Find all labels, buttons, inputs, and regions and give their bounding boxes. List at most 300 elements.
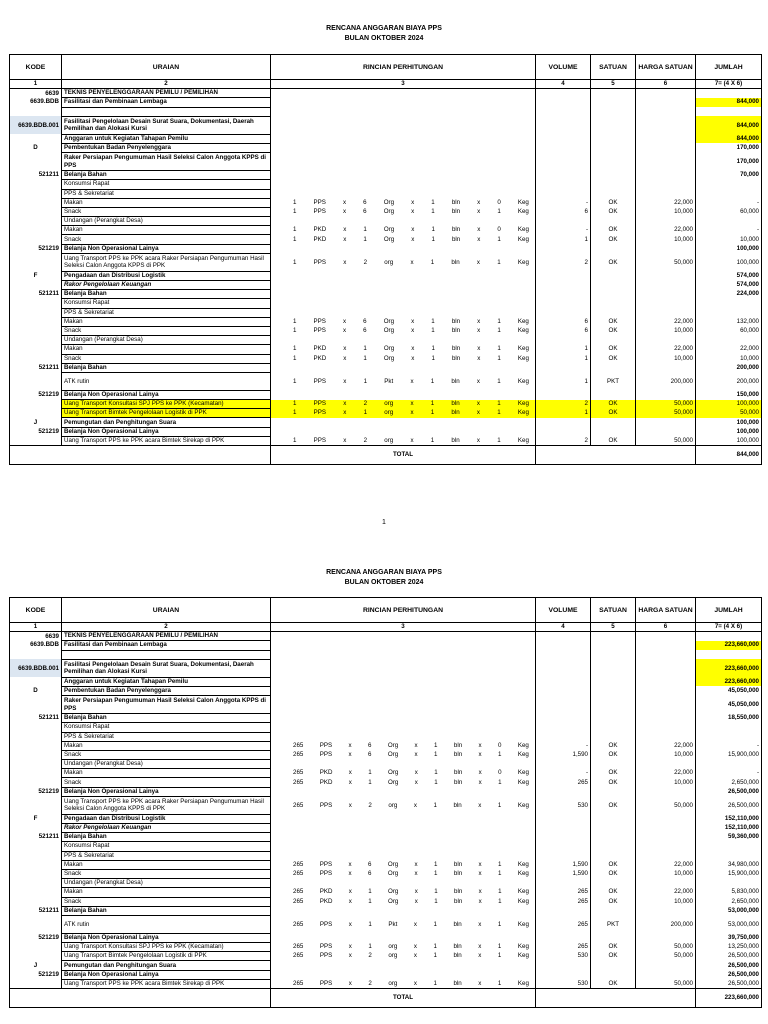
budget-row — [10, 189, 762, 198]
budget-row — [10, 632, 762, 641]
calc-term: 1 — [498, 778, 502, 786]
calc-term: Keg — [517, 235, 529, 243]
volume-cell — [536, 271, 591, 280]
uraian-cell — [62, 107, 271, 116]
jumlah-cell: 200,000 — [696, 372, 762, 390]
rincian-calculation — [273, 378, 533, 385]
calc-term: Keg — [517, 317, 529, 325]
rincian-calculation — [273, 779, 533, 787]
calc-term: x — [348, 750, 352, 758]
budget-row — [10, 253, 762, 271]
harga-cell — [636, 418, 696, 427]
satuan-cell — [591, 787, 636, 796]
satuan-cell: OK — [591, 943, 636, 952]
uraian-cell: Belanja Bahan — [62, 714, 271, 723]
calc-term: 6 — [367, 870, 372, 878]
calc-term: x — [348, 888, 352, 896]
volume-cell — [536, 143, 591, 152]
sheet-subtitle: BULAN OKTOBER 2024 — [344, 35, 424, 42]
calc-term: PPS — [313, 377, 327, 385]
jumlah-cell: 170,000 — [696, 143, 762, 152]
uraian-cell: Belanja Non Operasional Lainya — [62, 244, 271, 253]
calc-term: 6 — [367, 741, 372, 749]
harga-cell: 50,000 — [636, 436, 696, 445]
calc-term: 1 — [368, 888, 372, 896]
calc-term: bln — [451, 317, 461, 325]
column-header-4: VOLUME — [536, 55, 591, 80]
calc-term: org — [388, 943, 398, 951]
harga-cell — [636, 632, 696, 641]
calc-term: x — [477, 198, 481, 206]
budget-row — [10, 778, 762, 787]
calc-term: 1 — [363, 377, 368, 385]
harga-cell — [636, 851, 696, 860]
calc-term: Keg — [517, 436, 529, 444]
uraian-cell: TEKNIS PENYELENGGARAAN PEMILU / PEMILIHAN — [62, 89, 271, 98]
budget-row — [10, 769, 762, 778]
budget-row — [10, 235, 762, 244]
uraian-cell: Uang Transport Bimtek Pengelolaan Logistik di PPK — [62, 409, 271, 418]
rincian-cell — [271, 326, 536, 335]
jumlah-cell — [696, 842, 762, 851]
satuan-cell — [591, 143, 636, 152]
calc-term: 1 — [431, 345, 435, 353]
rincian-cell — [271, 632, 536, 641]
jumlah-cell: 100,000 — [696, 418, 762, 427]
calc-term: 1 — [293, 198, 297, 206]
harga-cell: 50,000 — [636, 796, 696, 814]
budget-table — [9, 597, 762, 1008]
budget-row — [10, 427, 762, 436]
calc-term: 265 — [293, 769, 304, 777]
calc-term: Org — [383, 345, 395, 353]
calc-term: x — [343, 400, 347, 408]
calc-term: PPS — [313, 400, 327, 408]
calc-term: 2 — [363, 436, 368, 444]
calc-term: bln — [454, 888, 463, 896]
calc-term: Keg — [517, 377, 529, 385]
harga-cell — [636, 714, 696, 723]
budget-row — [10, 970, 762, 979]
satuan-cell — [591, 961, 636, 970]
calc-term: Keg — [517, 979, 529, 987]
rincian-calculation — [273, 802, 533, 809]
satuan-cell — [591, 714, 636, 723]
calc-term: PPS — [313, 327, 326, 335]
kode-cell: F — [10, 271, 62, 280]
rincian-cell — [271, 979, 536, 988]
uraian-cell: Makan — [62, 741, 271, 750]
calc-term: 2 — [363, 400, 368, 408]
calc-term: org — [384, 409, 394, 417]
jumlah-cell — [696, 732, 762, 741]
uraian-cell: Undangan (Perangkat Desa) — [62, 760, 271, 769]
jumlah-cell: 223,660,000 — [696, 677, 762, 686]
calc-term: org — [384, 400, 394, 408]
harga-cell — [636, 89, 696, 98]
jumlah-cell: - — [696, 741, 762, 750]
volume-cell — [536, 851, 591, 860]
calc-term: Org — [383, 198, 395, 206]
volume-cell — [536, 134, 591, 143]
volume-cell: - — [536, 741, 591, 750]
calc-term: org — [388, 952, 398, 960]
rincian-cell — [271, 851, 536, 860]
kode-cell: D — [10, 686, 62, 695]
uraian-cell: Raker Persiapan Pengumuman Hasil Seleksi Calon Anggota KPPS di PPS — [62, 696, 271, 714]
jumlah-cell — [696, 879, 762, 888]
kode-cell — [10, 235, 62, 244]
header-row — [10, 598, 762, 623]
sheet-title: RENCANA ANGGARAN BIAYA PPS — [326, 569, 442, 576]
uraian-cell: Makan — [62, 888, 271, 897]
rincian-cell — [271, 198, 536, 207]
budget-row — [10, 134, 762, 143]
jumlah-cell: 224,000 — [696, 290, 762, 299]
volume-cell — [536, 833, 591, 842]
kode-cell: 521219 — [10, 787, 62, 796]
volume-cell: 530 — [536, 796, 591, 814]
uraian-cell: Snack — [62, 869, 271, 878]
kode-cell — [10, 354, 62, 363]
calc-term: Keg — [517, 801, 529, 809]
satuan-cell: OK — [591, 952, 636, 961]
total-row — [10, 989, 762, 1008]
rincian-cell — [271, 207, 536, 216]
rincian-cell — [271, 943, 536, 952]
calc-term: bln — [453, 952, 462, 960]
rincian-cell — [271, 345, 536, 354]
volume-cell — [536, 641, 591, 650]
rincian-calculation — [273, 208, 533, 216]
jumlah-cell: 53,000,000 — [696, 906, 762, 915]
calc-term: Keg — [517, 354, 529, 362]
harga-cell: 22,000 — [636, 741, 696, 750]
calc-term: 265 — [293, 741, 304, 749]
calc-term: x — [411, 235, 415, 243]
rincian-cell — [271, 696, 536, 714]
budget-row — [10, 897, 762, 906]
jumlah-cell: - — [696, 198, 762, 207]
calc-term: x — [477, 345, 481, 353]
volume-cell: - — [536, 226, 591, 235]
kode-cell — [10, 207, 62, 216]
rincian-calculation — [273, 742, 533, 750]
calc-term: x — [414, 778, 418, 786]
rincian-calculation — [273, 769, 533, 777]
column-header-6: HARGA SATUAN — [636, 55, 696, 80]
kode-cell — [10, 308, 62, 317]
volume-cell: 530 — [536, 952, 591, 961]
kode-cell — [10, 952, 62, 961]
total-value: 844,000 — [696, 446, 762, 465]
kode-cell — [10, 107, 62, 116]
rincian-calculation — [273, 236, 533, 244]
calc-term: 1 — [431, 235, 435, 243]
jumlah-cell: - — [696, 226, 762, 235]
rincian-cell — [271, 244, 536, 253]
calc-term: x — [348, 769, 352, 777]
calc-term: 1 — [433, 943, 437, 951]
jumlah-cell: 5,830,000 — [696, 888, 762, 897]
satuan-cell — [591, 390, 636, 399]
jumlah-cell: 844,000 — [696, 116, 762, 134]
kode-cell: 521211 — [10, 171, 62, 180]
calc-term: bln — [451, 207, 461, 215]
calc-term: 6 — [363, 207, 367, 215]
calc-term: 1 — [431, 327, 435, 335]
jumlah-cell: 2,650,000 — [696, 897, 762, 906]
calc-term: 1 — [431, 317, 435, 325]
budget-row — [10, 290, 762, 299]
rincian-calculation — [273, 355, 533, 363]
calc-term: x — [478, 952, 482, 960]
calc-term: 1 — [434, 769, 438, 777]
satuan-cell: OK — [591, 897, 636, 906]
rincian-cell — [271, 189, 536, 198]
uraian-cell: Belanja Non Operasional Lainya — [62, 427, 271, 436]
kode-cell: 521219 — [10, 933, 62, 942]
satuan-cell — [591, 842, 636, 851]
calc-term: bln — [451, 377, 460, 385]
volume-cell — [536, 180, 591, 189]
satuan-cell — [591, 271, 636, 280]
jumlah-cell: 100,000 — [696, 253, 762, 271]
rincian-calculation — [273, 318, 533, 326]
rincian-cell — [271, 180, 536, 189]
calc-term: 6 — [367, 750, 372, 758]
harga-cell — [636, 732, 696, 741]
volume-cell: 1,590 — [536, 750, 591, 759]
kode-cell — [10, 409, 62, 418]
rincian-cell — [271, 116, 536, 134]
calc-term: x — [476, 377, 480, 385]
calc-term: org — [388, 979, 398, 987]
volume-cell — [536, 632, 591, 641]
satuan-cell: OK — [591, 235, 636, 244]
harga-cell — [636, 336, 696, 345]
volume-cell — [536, 760, 591, 769]
column-number-1: 1 — [10, 80, 62, 89]
budget-row — [10, 677, 762, 686]
satuan-cell — [591, 851, 636, 860]
satuan-cell: OK — [591, 436, 636, 445]
total-row — [10, 446, 762, 465]
calc-term: 1 — [430, 377, 435, 385]
budget-row — [10, 814, 762, 823]
calc-term: 1 — [498, 888, 502, 896]
calc-term: 1 — [497, 327, 501, 335]
calc-term: 1 — [363, 345, 367, 353]
calc-term: Keg — [517, 888, 529, 896]
calc-term: 1 — [363, 409, 368, 417]
volume-cell: 6 — [536, 326, 591, 335]
calc-term: 1 — [293, 327, 297, 335]
rincian-cell — [271, 271, 536, 280]
calc-term: 1 — [368, 943, 372, 951]
calc-term: Keg — [517, 943, 529, 951]
harga-cell — [636, 244, 696, 253]
rincian-calculation — [273, 400, 533, 408]
jumlah-cell: 50,000 — [696, 409, 762, 418]
kode-cell — [10, 677, 62, 686]
harga-cell — [636, 760, 696, 769]
column-header-6: HARGA SATUAN — [636, 598, 696, 623]
calc-term: 1 — [497, 952, 502, 960]
calc-term: x — [477, 317, 481, 325]
harga-cell: 10,000 — [636, 750, 696, 759]
calc-term: x — [343, 345, 347, 353]
calc-term: 1 — [498, 750, 502, 758]
budget-row — [10, 153, 762, 171]
budget-row — [10, 915, 762, 933]
jumlah-cell: 45,050,000 — [696, 686, 762, 695]
budget-sheet-1 — [0, 24, 768, 44]
volume-cell — [536, 217, 591, 226]
uraian-cell: Anggaran untuk Kegiatan Tahapan Pemilu — [62, 677, 271, 686]
calc-term: 6 — [367, 860, 372, 868]
kode-cell — [10, 336, 62, 345]
jumlah-cell — [696, 107, 762, 116]
calc-term: PPS — [319, 801, 333, 809]
satuan-cell: OK — [591, 860, 636, 869]
harga-cell: 22,000 — [636, 226, 696, 235]
jumlah-cell: 18,550,000 — [696, 714, 762, 723]
kode-cell — [10, 979, 62, 988]
kode-cell — [10, 317, 62, 326]
calc-term: PKD — [313, 235, 327, 243]
rincian-cell — [271, 436, 536, 445]
uraian-cell: Snack — [62, 354, 271, 363]
budget-row — [10, 933, 762, 942]
uraian-cell: Belanja Bahan — [62, 363, 271, 372]
jumlah-cell: 26,500,000 — [696, 952, 762, 961]
calc-term: 1 — [363, 354, 367, 362]
calc-term: 1 — [433, 920, 437, 928]
uraian-cell: Fasilitasi Pengelolaan Desain Surat Suara, Dokumentasi, Daerah Pemilihan dan Alokasi Kursi — [62, 659, 271, 677]
total-value: 223,660,000 — [696, 989, 762, 1008]
rincian-cell — [271, 860, 536, 869]
volume-cell: 2 — [536, 400, 591, 409]
calc-term: 1 — [368, 769, 372, 777]
budget-row — [10, 741, 762, 750]
column-number-row — [10, 80, 762, 89]
harga-cell — [636, 723, 696, 732]
budget-row — [10, 418, 762, 427]
satuan-cell: OK — [591, 207, 636, 216]
jumlah-cell — [696, 760, 762, 769]
jumlah-cell — [696, 189, 762, 198]
calc-term: 265 — [293, 860, 304, 868]
satuan-cell: OK — [591, 226, 636, 235]
volume-cell — [536, 696, 591, 714]
jumlah-cell: 15,900,000 — [696, 869, 762, 878]
uraian-cell: Belanja Bahan — [62, 833, 271, 842]
uraian-cell: Uang Transport Konsultasi SPJ PPS ke PPK (Kecamatan) — [62, 400, 271, 409]
budget-row — [10, 198, 762, 207]
sheet-title: RENCANA ANGGARAN BIAYA PPS — [326, 25, 442, 32]
rincian-calculation — [273, 921, 533, 928]
uraian-cell: Pemungutan dan Penghitungan Suara — [62, 418, 271, 427]
uraian-cell: PPS & Sekretariat — [62, 308, 271, 317]
uraian-cell: ATK rutin — [62, 372, 271, 390]
calc-term: x — [414, 860, 418, 868]
calc-term: 265 — [293, 943, 304, 951]
budget-row — [10, 723, 762, 732]
jumlah-cell: 2,650,000 — [696, 778, 762, 787]
volume-cell — [536, 171, 591, 180]
harga-cell: 50,000 — [636, 979, 696, 988]
volume-cell — [536, 299, 591, 308]
uraian-cell: Belanja Non Operasional Lainya — [62, 787, 271, 796]
jumlah-cell: 39,750,000 — [696, 933, 762, 942]
budget-row — [10, 833, 762, 842]
calc-term: bln — [451, 327, 461, 335]
satuan-cell: OK — [591, 253, 636, 271]
calc-term: x — [477, 226, 481, 234]
column-header-1: KODE — [10, 598, 62, 623]
jumlah-cell: 132,000 — [696, 317, 762, 326]
column-number-5: 5 — [591, 623, 636, 632]
kode-cell — [10, 943, 62, 952]
budget-row — [10, 842, 762, 851]
kode-cell: 6639.BDB — [10, 641, 62, 650]
rincian-cell — [271, 400, 536, 409]
calc-term: org — [384, 436, 394, 444]
calc-term: PPS — [319, 870, 333, 878]
total-spacer — [10, 446, 271, 465]
jumlah-cell: 844,000 — [696, 134, 762, 143]
rincian-cell — [271, 824, 536, 833]
rincian-cell — [271, 906, 536, 915]
kode-cell — [10, 750, 62, 759]
calc-term: x — [411, 327, 415, 335]
rincian-cell — [271, 787, 536, 796]
calc-term: Keg — [517, 870, 529, 878]
calc-term: bln — [454, 897, 463, 905]
volume-cell — [536, 390, 591, 399]
budget-row — [10, 641, 762, 650]
kode-cell — [10, 860, 62, 869]
calc-term: 0 — [498, 741, 502, 749]
satuan-cell — [591, 427, 636, 436]
satuan-cell: PKT — [591, 372, 636, 390]
satuan-cell: OK — [591, 317, 636, 326]
jumlah-cell: 100,000 — [696, 400, 762, 409]
calc-term: PKD — [313, 345, 327, 353]
rincian-cell — [271, 952, 536, 961]
calc-term: x — [476, 258, 480, 266]
harga-cell — [636, 189, 696, 198]
calc-term: 1 — [293, 317, 297, 325]
calc-term: x — [343, 235, 347, 243]
harga-cell — [636, 686, 696, 695]
harga-cell: 10,000 — [636, 778, 696, 787]
uraian-cell: Makan — [62, 860, 271, 869]
calc-term: bln — [451, 400, 460, 408]
satuan-cell: OK — [591, 750, 636, 759]
calc-term: PKD — [319, 897, 333, 905]
rincian-calculation — [273, 226, 533, 234]
harga-cell — [636, 308, 696, 317]
volume-cell: 1,590 — [536, 860, 591, 869]
budget-row — [10, 98, 762, 107]
uraian-cell: Pembentukan Badan Penyelenggara — [62, 686, 271, 695]
kode-cell: 521211 — [10, 290, 62, 299]
uraian-cell: Makan — [62, 317, 271, 326]
volume-cell — [536, 970, 591, 979]
harga-cell — [636, 180, 696, 189]
